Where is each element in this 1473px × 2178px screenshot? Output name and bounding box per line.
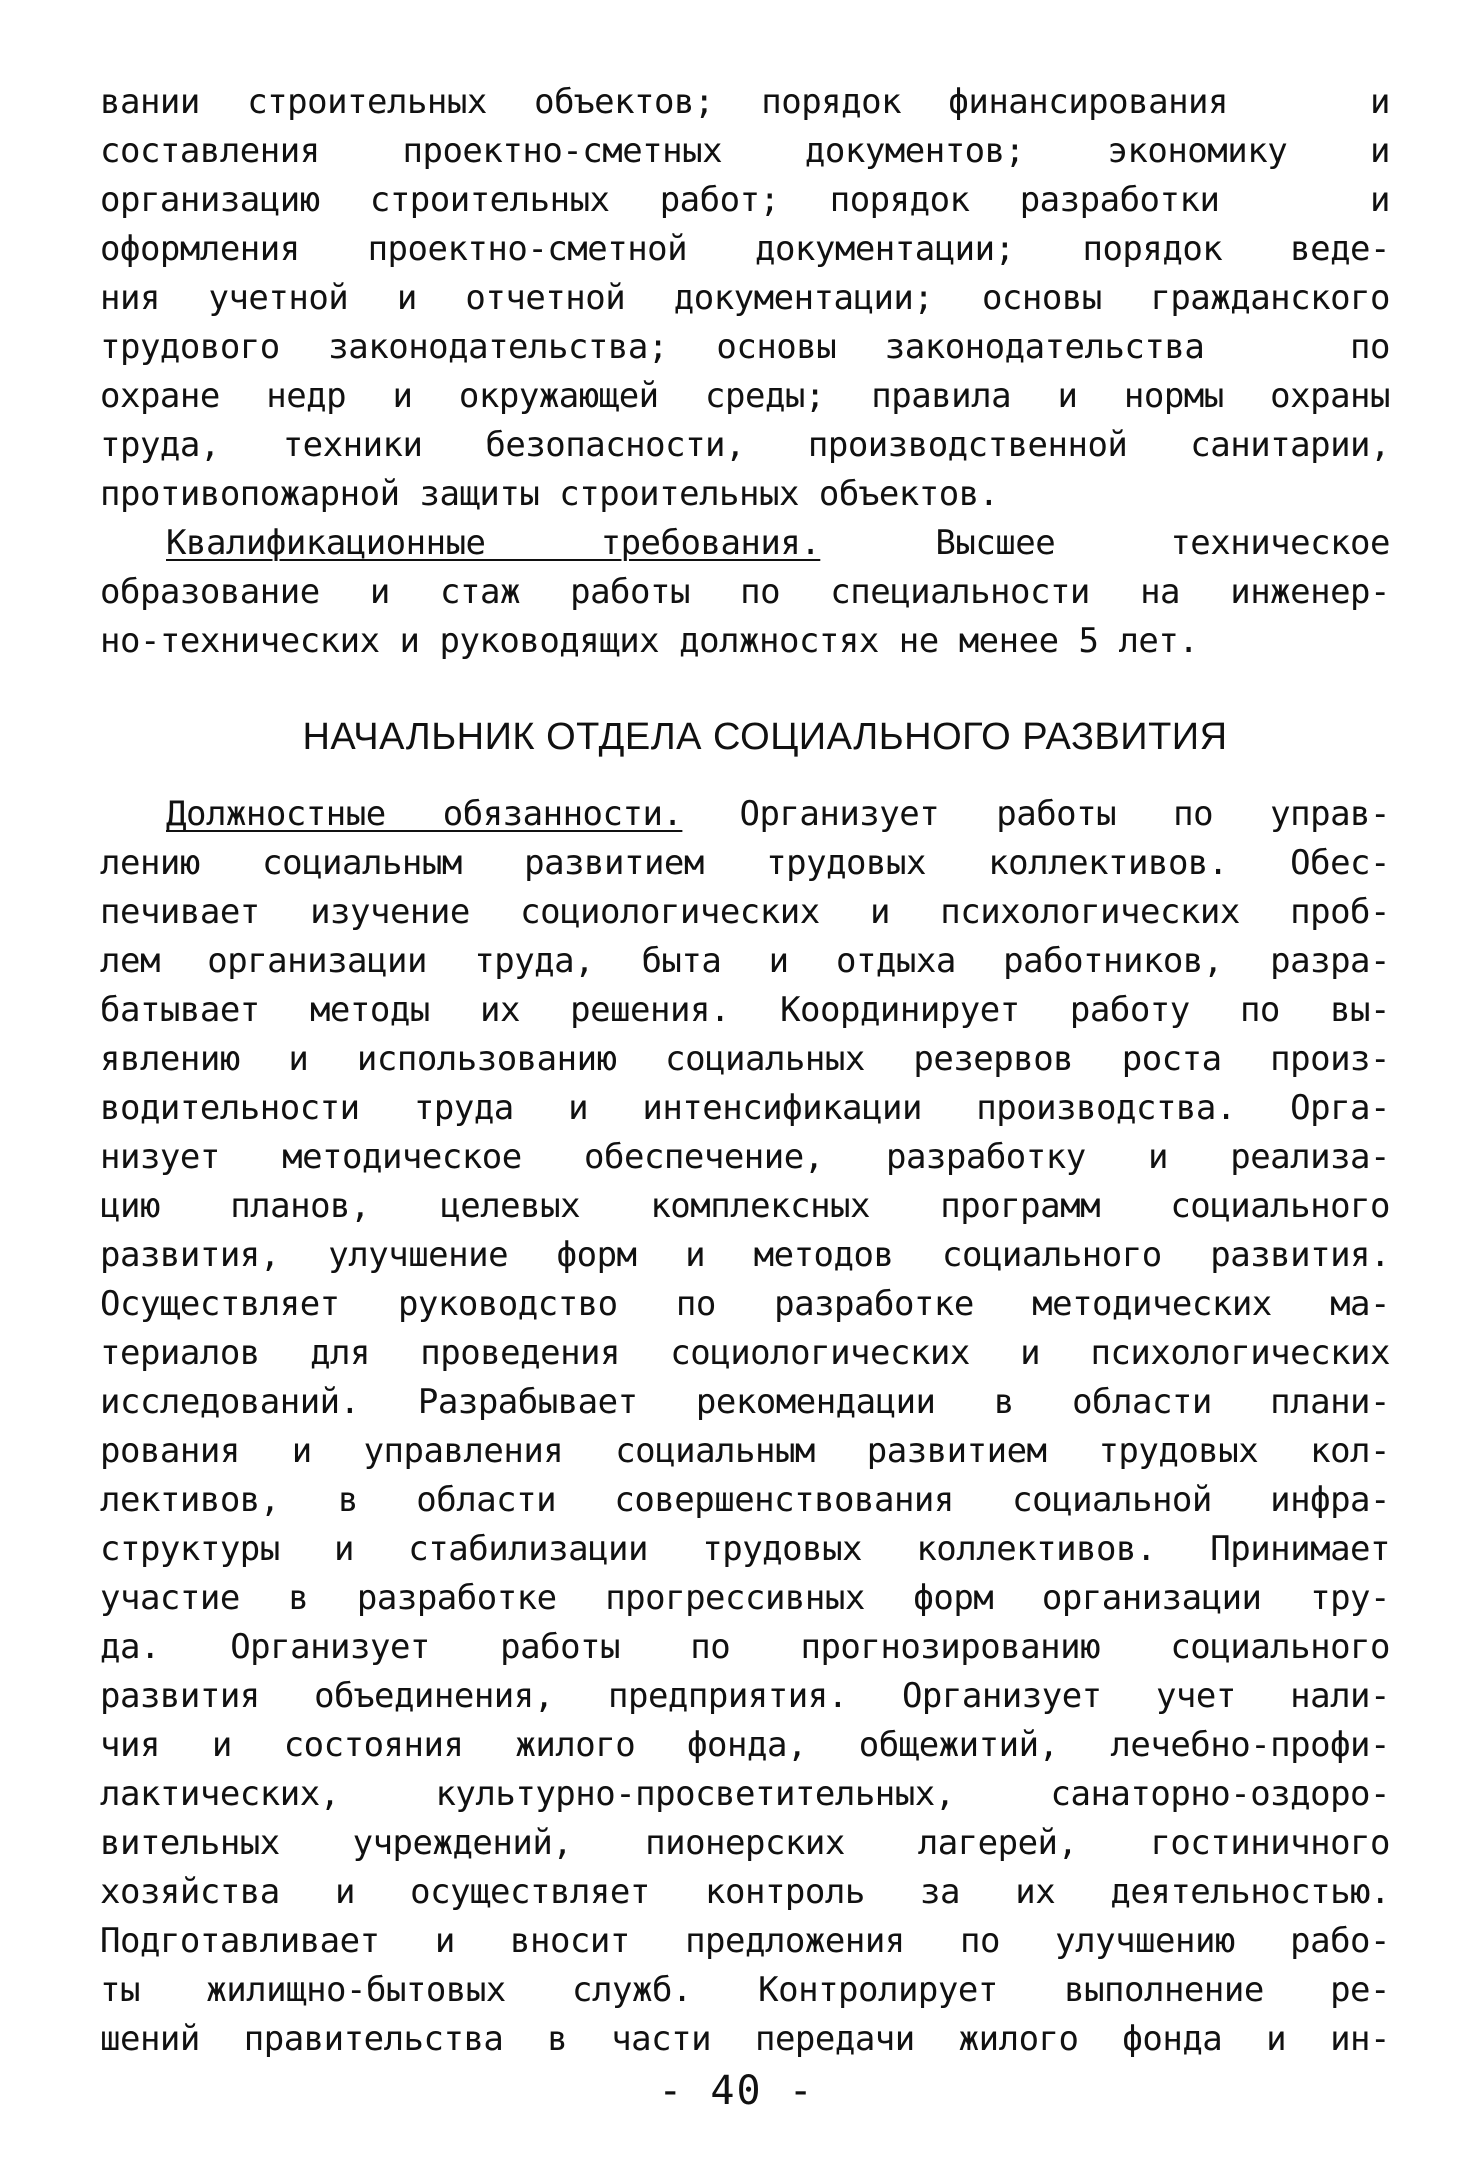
text-line: лактических, культурно-просветительных, санаторно-оздоро- [100, 1774, 1390, 1814]
text-line: составления проектно-сметных документов; экономику и [100, 131, 1390, 171]
paragraph-requirements-continued [100, 78, 1390, 519]
text-line: вительных учреждений, пионерских лагерей, гостиничного [100, 1823, 1390, 1863]
qualification-text: Высшее техническое [820, 523, 1390, 563]
qualification-first-line [100, 519, 1390, 568]
text-line: лению социальным развитием трудовых коллективов. Обес- [100, 843, 1390, 883]
text-line: ния учетной и отчетной документации; основы гражданского [100, 278, 1390, 318]
document-page [100, 78, 1390, 2064]
section-heading: НАЧАЛЬНИК ОТДЕЛА СОЦИАЛЬНОГО РАЗВИТИЯ [302, 716, 1228, 758]
text-line: образование и стаж работы по специальности на инженер- [100, 572, 1390, 612]
text-line: вании строительных объектов; порядок финансирования и [100, 82, 1390, 122]
duties-label: Должностные обязанности. [166, 794, 683, 834]
text-line: противопожарной защиты строительных объектов. [100, 474, 999, 514]
text-line: исследований. Разрабывает рекомендации в области плани- [100, 1382, 1390, 1422]
text-line: структуры и стабилизации трудовых коллективов. Принимает [100, 1529, 1390, 1569]
text-line: да. Организует работы по прогнозированию социального [100, 1627, 1390, 1667]
text-line: трудового законодательства; основы законодательства по [100, 327, 1390, 367]
text-line: териалов для проведения социологических и психологических [100, 1333, 1390, 1373]
text-line: батывает методы их решения. Координирует работу по вы- [100, 990, 1390, 1030]
text-line: труда, техники безопасности, производственной санитарии, [100, 425, 1390, 465]
text-line: но-технических и руководящих должностях не менее 5 лет. [100, 621, 1199, 661]
qualification-label: Квалификационные требования. [166, 523, 821, 563]
text-line: лем организации труда, быта и отдыха работников, разра- [100, 941, 1390, 981]
text-line: цию планов, целевых комплексных программ социального [100, 1186, 1390, 1226]
text-line: участие в разработке прогрессивных форм организации тру- [100, 1578, 1390, 1618]
text-line: Подготавливает и вносит предложения по улучшению рабо- [100, 1921, 1390, 1961]
text-line: шений правительства в части передачи жилого фонда и ин- [100, 2019, 1390, 2059]
text-line: лективов, в области совершенствования социальной инфра- [100, 1480, 1390, 1520]
text-line: печивает изучение социологических и психологических проб- [100, 892, 1390, 932]
text-line: оформления проектно-сметной документации; порядок веде- [100, 229, 1390, 269]
duties-text: Организует работы по управ- [682, 794, 1390, 834]
text-line: чия и состояния жилого фонда, общежитий, лечебно-профи- [100, 1725, 1390, 1765]
page-number: - 40 - [658, 2068, 815, 2114]
text-line: охране недр и окружающей среды; правила и нормы охраны [100, 376, 1390, 416]
text-line: рования и управления социальным развитием трудовых кол- [100, 1431, 1390, 1471]
text-line: явлению и использованию социальных резервов роста произ- [100, 1039, 1390, 1079]
text-line: развития, улучшение форм и методов социального развития. [100, 1235, 1390, 1275]
text-line: хозяйства и осуществляет контроль за их деятельностью. [100, 1872, 1390, 1912]
paragraph-duties [100, 790, 1390, 2064]
text-line: организацию строительных работ; порядок разработки и [100, 180, 1390, 220]
text-line: развития объединения, предприятия. Организует учет нали- [100, 1676, 1390, 1716]
paragraph-qualification [100, 519, 1390, 666]
text-line: Осуществляет руководство по разработке методических ма- [100, 1284, 1390, 1324]
duties-first-line [100, 790, 1390, 839]
text-line: низует методическое обеспечение, разработку и реализа- [100, 1137, 1390, 1177]
text-line: ты жилищно-бытовых служб. Контролирует выполнение ре- [100, 1970, 1390, 2010]
text-line: водительности труда и интенсификации производства. Орга- [100, 1088, 1390, 1128]
